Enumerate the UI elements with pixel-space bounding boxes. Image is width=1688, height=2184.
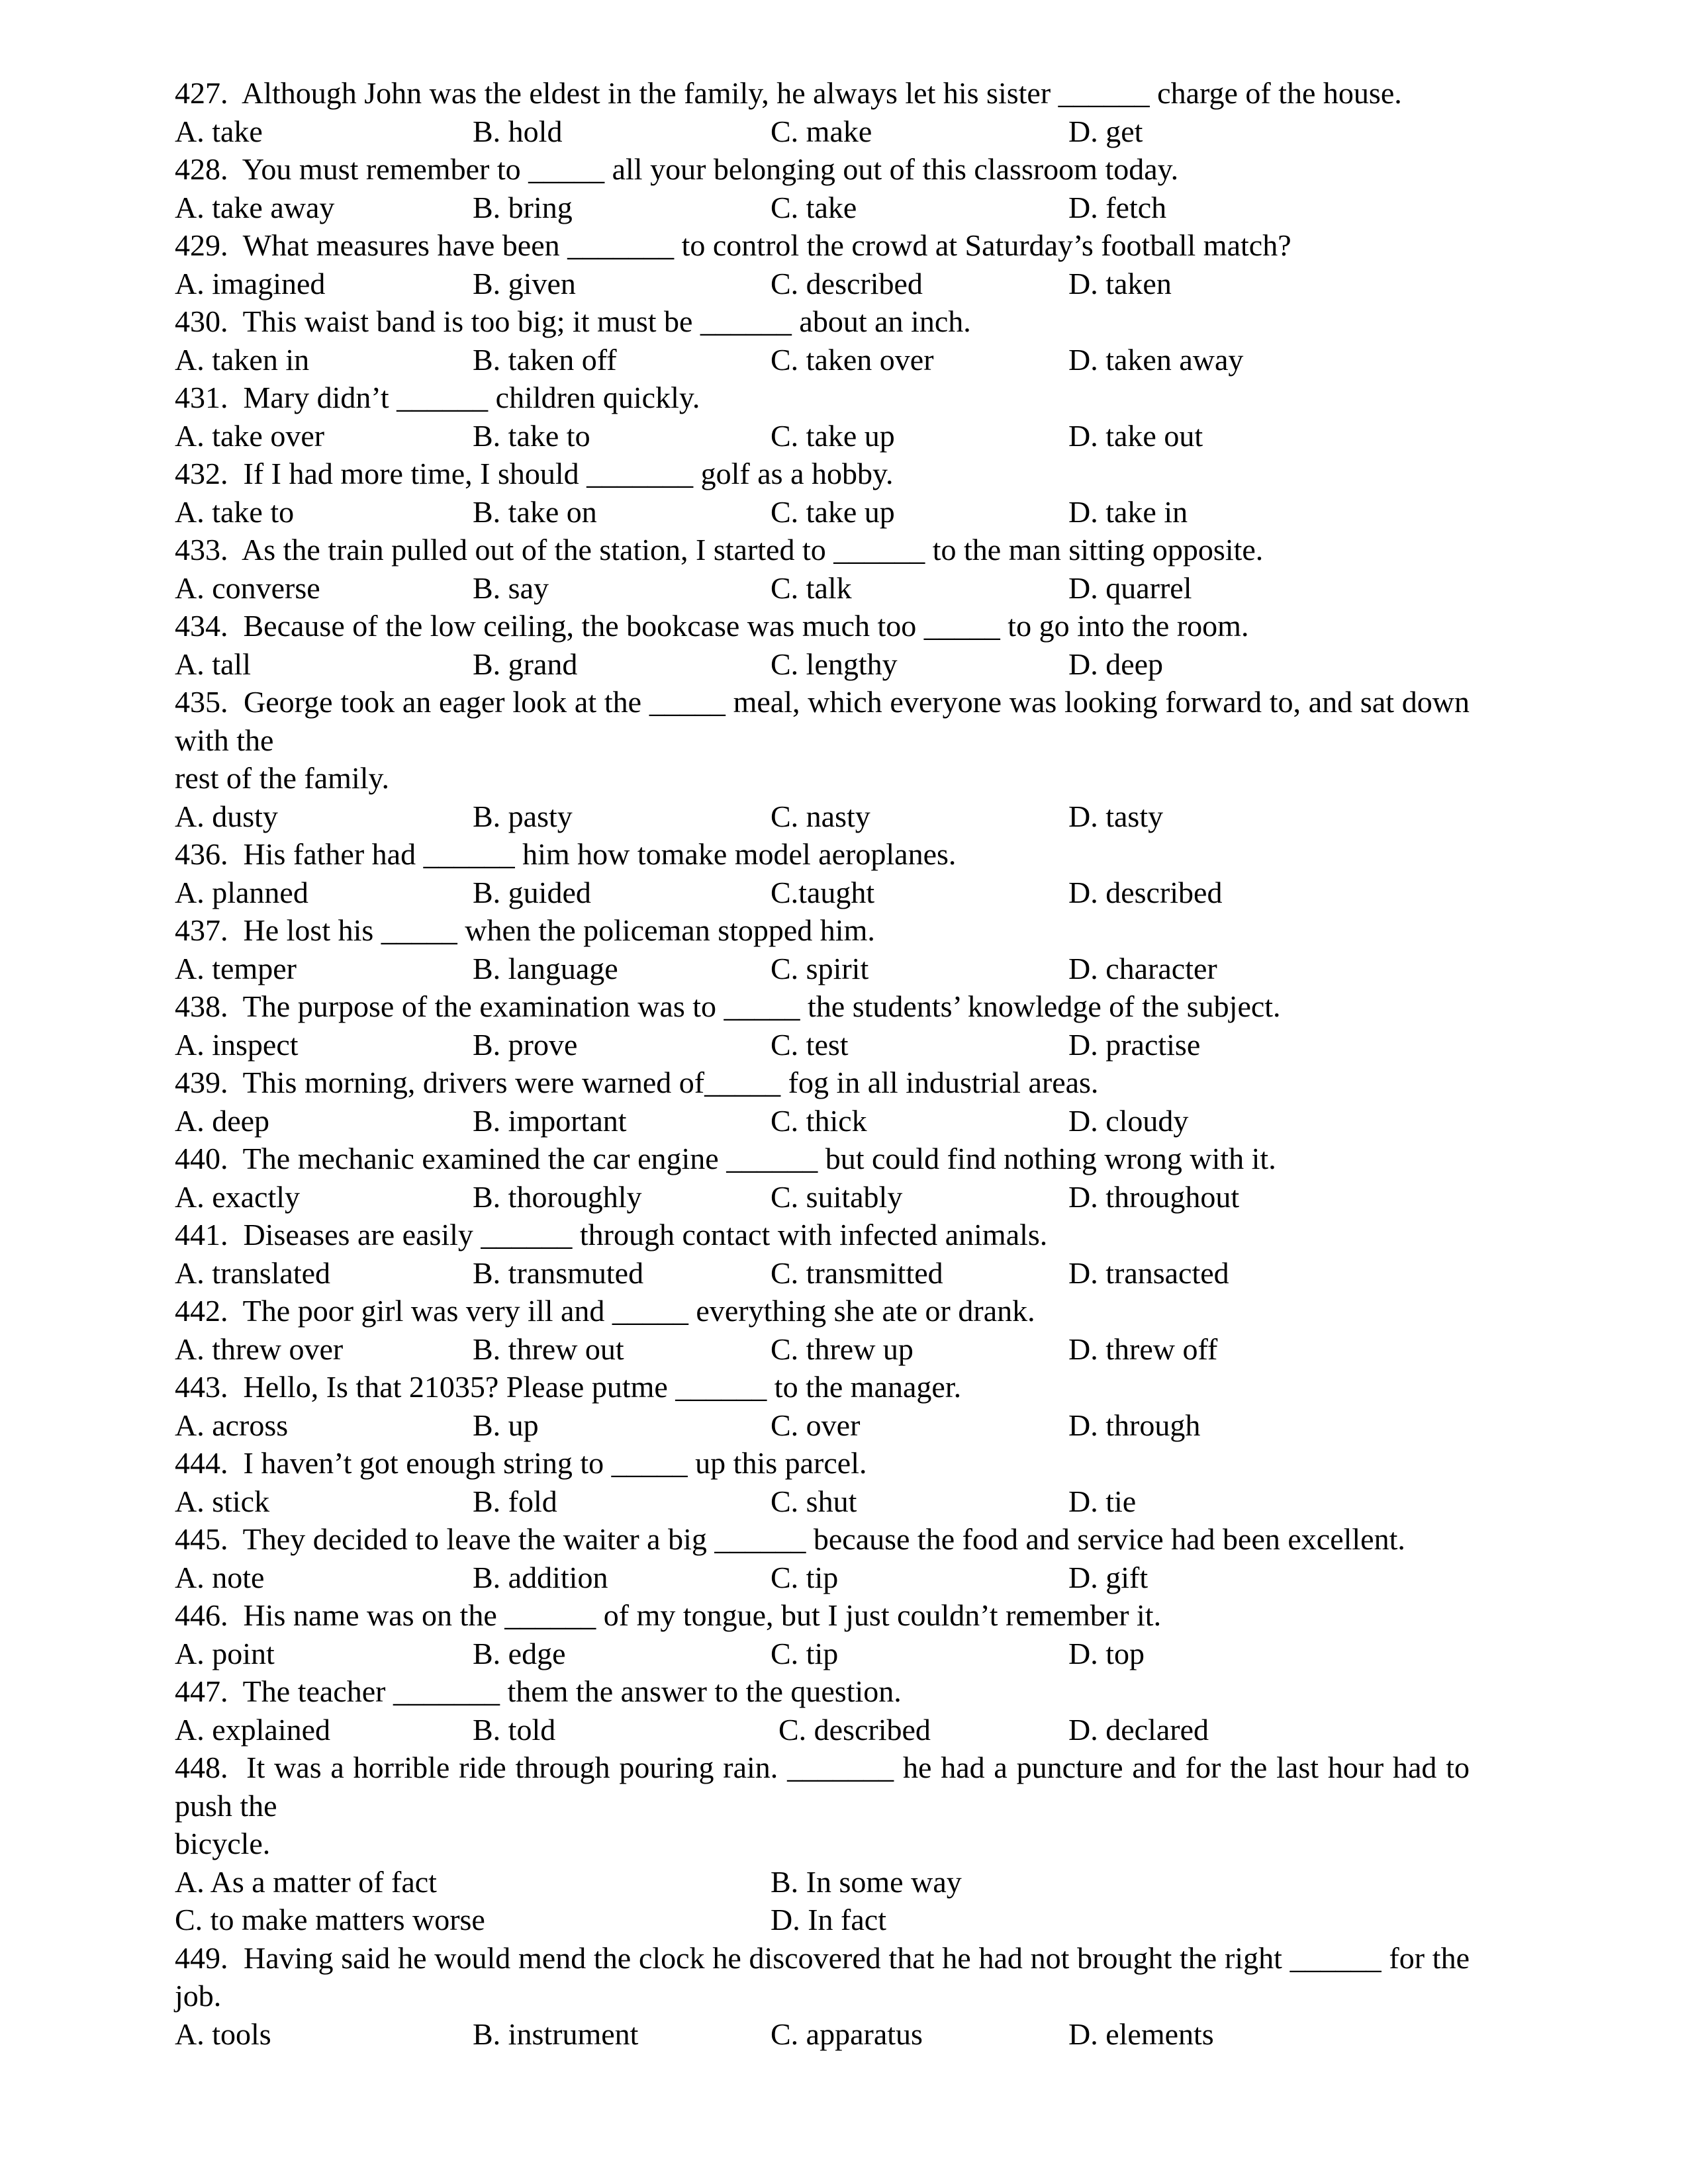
question-430: [175, 302, 1470, 341]
option-c: C. threw up: [771, 1332, 914, 1366]
option-c: C.taught: [771, 875, 875, 909]
question-433: [175, 531, 1470, 569]
option-a: A. temper: [175, 951, 297, 985]
option-d: D. gift: [1068, 1560, 1149, 1594]
option-b: B. taken off: [473, 342, 617, 377]
question-stem: As the train pulled out of the station, I started to ______ to the man sitting opposite.: [241, 533, 1264, 567]
question-number: 428.: [175, 152, 228, 186]
option-d: D. described: [1068, 875, 1223, 909]
question-number: 430.: [175, 304, 228, 338]
question-435-continued: rest of the family.: [175, 761, 390, 795]
question-445: [175, 1520, 1470, 1559]
question-stem: I haven’t got enough string to _____ up this parcel.: [243, 1446, 867, 1480]
question-number: 435.: [175, 685, 228, 719]
options-437: [175, 950, 1470, 988]
option-b: B. take to: [473, 418, 590, 453]
option-d: D. throughout: [1068, 1179, 1240, 1214]
option-a: A. As a matter of fact: [175, 1864, 437, 1899]
options-442: [175, 1330, 1470, 1369]
option-c: C. transmitted: [771, 1255, 943, 1290]
option-d: D. taken: [1068, 266, 1172, 300]
question-stem: Because of the low ceiling, the bookcase was much too _____ to go into the room.: [243, 609, 1249, 643]
question-number: 436.: [175, 837, 228, 871]
option-b: B. important: [473, 1103, 627, 1138]
question-number: 433.: [175, 533, 228, 567]
question-439: [175, 1064, 1470, 1102]
option-a: A. take away: [175, 190, 335, 224]
option-d: D. threw off: [1068, 1332, 1218, 1366]
question-stem: This morning, drivers were warned of_____ fog in all industrial areas.: [242, 1066, 1099, 1099]
question-435: [175, 683, 1470, 759]
option-a: A. note: [175, 1560, 265, 1594]
option-b: B. In some way: [771, 1864, 962, 1899]
option-c: C. take up: [771, 418, 895, 453]
option-c: C. thick: [771, 1103, 867, 1138]
option-d: D. take in: [1068, 494, 1188, 529]
option-a: A. point: [175, 1636, 275, 1670]
options-431: [175, 417, 1470, 455]
option-b: B. threw out: [473, 1332, 624, 1366]
option-c: C. take up: [771, 494, 895, 529]
question-stem: The mechanic examined the car engine ______ but could find nothing wrong with it.: [242, 1142, 1276, 1175]
question-number: 449.: [175, 1940, 228, 1975]
question-stem: His name was on the ______ of my tongue, but I just couldn’t remember it.: [243, 1598, 1162, 1632]
option-a: A. translated: [175, 1255, 331, 1290]
question-444: [175, 1444, 1470, 1482]
question-449: [175, 1939, 1470, 2015]
options-433: [175, 569, 1470, 608]
question-number: 429.: [175, 228, 228, 262]
option-a: A. tools: [175, 2017, 271, 2051]
option-c: C. described: [778, 1712, 931, 1747]
option-a: A. explained: [175, 1712, 331, 1747]
option-c: C. tip: [771, 1560, 839, 1594]
question-number: 445.: [175, 1522, 228, 1556]
option-b: B. language: [473, 951, 618, 985]
question-stem: What measures have been _______ to control the crowd at Saturday’s football match?: [242, 228, 1291, 262]
option-a: A. take: [175, 114, 263, 148]
option-b: B. hold: [473, 114, 563, 148]
options-440: [175, 1178, 1470, 1216]
question-page: [175, 74, 1470, 2053]
question-437: [175, 911, 1470, 950]
question-stem: His father had ______ him how tomake model aeroplanes.: [243, 837, 957, 871]
option-a: A. deep: [175, 1103, 270, 1138]
question-stem: They decided to leave the waiter a big ______ because the food and service had been excellent.: [242, 1522, 1405, 1556]
option-d: D. quarrel: [1068, 570, 1192, 605]
option-c: C. over: [771, 1408, 861, 1442]
option-b: B. given: [473, 266, 576, 300]
option-a: A. converse: [175, 570, 320, 605]
option-b: B. prove: [473, 1027, 578, 1062]
option-c: C. apparatus: [771, 2017, 923, 2051]
option-d: D. tasty: [1068, 799, 1164, 833]
option-a: A. dusty: [175, 799, 278, 833]
options-429: [175, 265, 1470, 303]
question-446: [175, 1596, 1470, 1635]
option-d: D. take out: [1068, 418, 1203, 453]
question-434: [175, 607, 1470, 645]
options-434: [175, 645, 1470, 684]
option-c: C. shut: [771, 1484, 857, 1518]
question-443: [175, 1368, 1470, 1406]
question-number: 427.: [175, 76, 228, 110]
question-stem: If I had more time, I should _______ golf as a hobby.: [243, 457, 894, 490]
option-b: B. guided: [473, 875, 591, 909]
option-d: D. fetch: [1068, 190, 1167, 224]
option-d: D. practise: [1068, 1027, 1201, 1062]
option-d: D. In fact: [771, 1903, 886, 1936]
question-448: [175, 1749, 1470, 1825]
question-stem: The poor girl was very ill and _____ everything she ate or drank.: [242, 1294, 1035, 1328]
option-a: A. taken in: [175, 342, 310, 377]
options-432: [175, 493, 1470, 531]
question-stem: You must remember to _____ all your belonging out of this classroom today.: [242, 152, 1179, 186]
question-427: [175, 74, 1470, 113]
options-447: [175, 1711, 1470, 1749]
option-d: D. get: [1068, 114, 1143, 148]
option-d: D. declared: [1068, 1712, 1209, 1747]
option-d: D. through: [1068, 1408, 1201, 1442]
option-a: A. stick: [175, 1484, 270, 1518]
question-441: [175, 1216, 1470, 1254]
question-stem: Hello, Is that 21035? Please putme ______ to the manager.: [243, 1370, 962, 1404]
option-c: C. make: [771, 114, 872, 148]
question-436: [175, 835, 1470, 874]
option-b: B. edge: [473, 1636, 566, 1670]
option-b: B. say: [473, 570, 549, 605]
option-a: A. tall: [175, 647, 251, 681]
question-number: 447.: [175, 1674, 228, 1708]
option-b: B. thoroughly: [473, 1179, 642, 1214]
option-a: A. take over: [175, 418, 325, 453]
option-a: A. imagined: [175, 266, 326, 300]
question-stem: This waist band is too big; it must be ______ about an inch.: [242, 304, 971, 338]
question-442: [175, 1292, 1470, 1330]
option-d: D. cloudy: [1068, 1103, 1189, 1138]
question-number: 446.: [175, 1598, 228, 1632]
option-a: A. threw over: [175, 1332, 344, 1366]
options-427: [175, 113, 1470, 151]
options-438: [175, 1026, 1470, 1064]
option-a: A. take to: [175, 494, 295, 529]
option-c: C. to make matters worse: [175, 1903, 485, 1936]
question-number: 448.: [175, 1751, 228, 1784]
option-b: B. transmuted: [473, 1255, 644, 1290]
option-a: A. planned: [175, 875, 308, 909]
question-448-continued: bicycle.: [175, 1827, 271, 1860]
option-d: D. elements: [1068, 2017, 1214, 2051]
options-444: [175, 1482, 1470, 1521]
option-c: C. talk: [771, 570, 852, 605]
question-number: 434.: [175, 609, 228, 643]
question-number: 438.: [175, 989, 228, 1023]
question-number: 442.: [175, 1294, 228, 1328]
option-c: C. take: [771, 190, 857, 224]
question-number: 432.: [175, 457, 228, 490]
option-d: D. transacted: [1068, 1255, 1229, 1290]
option-c: C. tip: [771, 1636, 839, 1670]
option-c: C. suitably: [771, 1179, 903, 1214]
question-stem: The teacher _______ them the answer to the question.: [242, 1674, 902, 1708]
question-431: [175, 379, 1470, 417]
question-stem: George took an eager look at the _____ meal, which everyone was looking forward to, and sat down with the: [175, 685, 1470, 757]
question-number: 437.: [175, 913, 228, 947]
options-441: [175, 1254, 1470, 1293]
option-b: B. pasty: [473, 799, 573, 833]
option-a: A. inspect: [175, 1027, 299, 1062]
options-439: [175, 1102, 1470, 1140]
question-stem: The purpose of the examination was to _____ the students’ knowledge of the subject.: [242, 989, 1281, 1023]
option-c: C. nasty: [771, 799, 870, 833]
options-446: [175, 1635, 1470, 1673]
question-stem: Diseases are easily ______ through contact with infected animals.: [243, 1218, 1048, 1251]
options-443: [175, 1406, 1470, 1445]
option-b: B. instrument: [473, 2017, 639, 2051]
options-448: [175, 1863, 1470, 1939]
option-c: C. lengthy: [771, 647, 898, 681]
options-449: [175, 2015, 1470, 2054]
option-a: A. exactly: [175, 1179, 301, 1214]
option-c: C. test: [771, 1027, 849, 1062]
option-c: C. taken over: [771, 342, 934, 377]
option-b: B. up: [473, 1408, 539, 1442]
question-440: [175, 1140, 1470, 1178]
question-number: 443.: [175, 1370, 228, 1404]
option-d: D. tie: [1068, 1484, 1137, 1518]
question-number: 431.: [175, 381, 228, 414]
option-c: C. described: [771, 266, 923, 300]
option-d: D. top: [1068, 1636, 1145, 1670]
option-b: B. grand: [473, 647, 578, 681]
question-438: [175, 987, 1470, 1026]
question-stem: It was a horrible ride through pouring rain. _______ he had a puncture and for the last hour had to push the: [175, 1751, 1470, 1823]
question-428: [175, 150, 1470, 189]
question-number: 440.: [175, 1142, 228, 1175]
question-stem: Mary didn’t ______ children quickly.: [243, 381, 700, 414]
question-432: [175, 455, 1470, 493]
option-d: D. deep: [1068, 647, 1164, 681]
option-b: B. addition: [473, 1560, 608, 1594]
question-number: 441.: [175, 1218, 228, 1251]
option-b: B. take on: [473, 494, 597, 529]
question-stem: He lost his _____ when the policeman stopped him.: [243, 913, 875, 947]
option-b: B. bring: [473, 190, 573, 224]
option-a: A. across: [175, 1408, 289, 1442]
question-429: [175, 226, 1470, 265]
options-430: [175, 341, 1470, 379]
question-number: 439.: [175, 1066, 228, 1099]
question-stem: Having said he would mend the clock he discovered that he had not brought the right ______ for the job.: [175, 1940, 1470, 2013]
question-number: 444.: [175, 1446, 228, 1480]
question-stem: Although John was the eldest in the family, he always let his sister ______ charge of the house.: [241, 76, 1402, 110]
question-447: [175, 1672, 1470, 1711]
option-b: B. told: [473, 1712, 556, 1747]
options-436: [175, 874, 1470, 912]
option-d: D. character: [1068, 951, 1217, 985]
option-c: C. spirit: [771, 951, 869, 985]
options-435: [175, 797, 1470, 836]
option-b: B. fold: [473, 1484, 557, 1518]
options-445: [175, 1559, 1470, 1597]
options-428: [175, 189, 1470, 227]
option-d: D. taken away: [1068, 342, 1244, 377]
